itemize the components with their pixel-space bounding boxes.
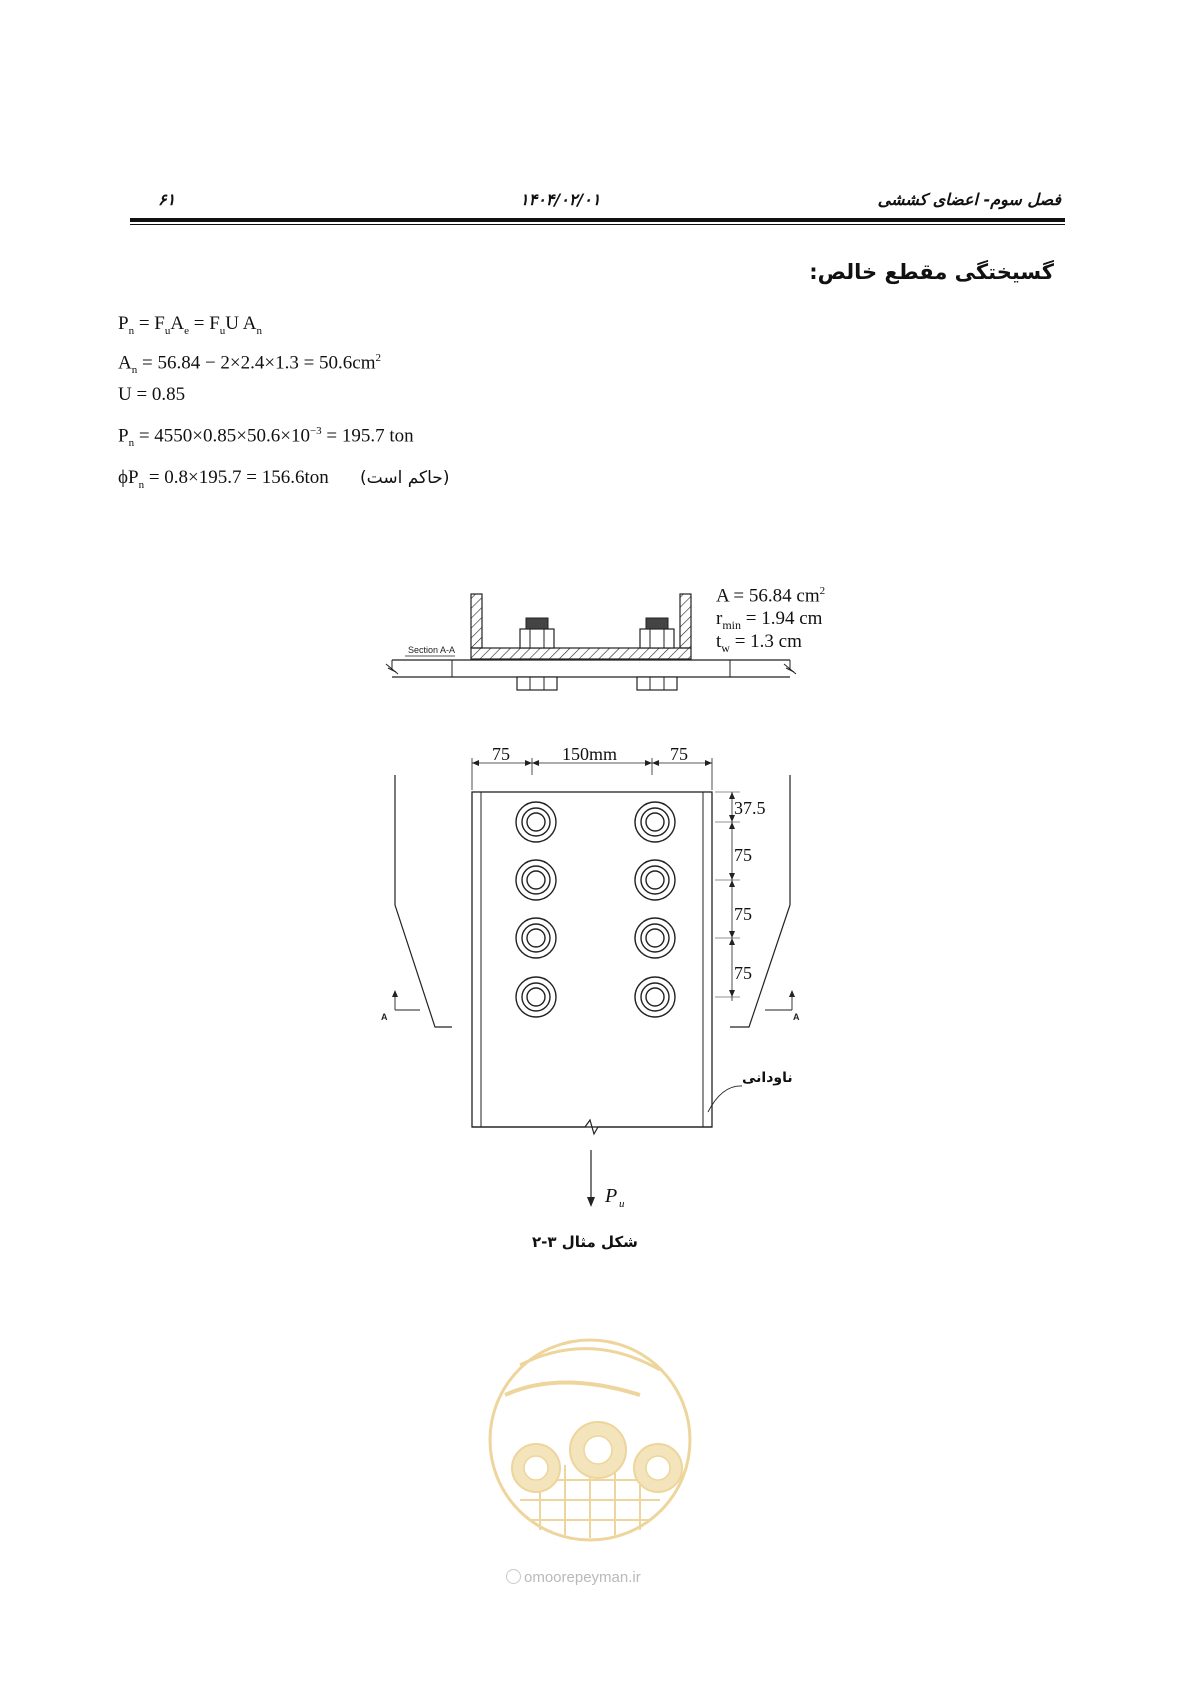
watermark-url-text: omoorepeyman.ir (524, 1569, 641, 1586)
equation-u: U = 0.85 (118, 384, 186, 405)
cut-label-right: A (793, 1012, 800, 1022)
equation-net-area: $A_n = 56.84 - 2\times 2.4\times 1.3 = 50.6cm^2$ (118, 352, 382, 377)
dim-pitch-2: 75 (734, 904, 752, 924)
eq2-text: = 56.84 − 2×2.4×1.3 = 50.6cm (141, 352, 376, 374)
plan-view (381, 744, 800, 1210)
watermark-url (506, 1569, 641, 1586)
equation-pn-formula: $P_n = F_uA_e = F_uU$ $A_n$ (118, 313, 262, 337)
page-number: ۶۱ (158, 190, 176, 209)
prop-tw-sub: w (721, 640, 730, 655)
equation-pn-value: $P_n = 4550\times 0.85\times 50.6\times 10^{-3} = 195.7$ ton (118, 425, 414, 450)
eq1-text: = F (138, 313, 165, 334)
equation-phi-pn: $\phi P_n = 0.8\times 195.7 = 156.6ton$ (118, 467, 329, 491)
watermark-logo (490, 1340, 690, 1540)
eq4-exp: −3 (309, 425, 322, 437)
prop-rmin-r: r (716, 608, 723, 629)
prop-rmin-sub: min (722, 617, 741, 632)
header-date: ۱۴۰۴/۰۲/۰۱ (520, 190, 601, 209)
dim-end-distance: 37.5 (734, 798, 766, 818)
section-label: Section A-A (408, 645, 456, 655)
chapter-title: فصل سوم- اعضای کششی (877, 190, 1061, 209)
dim-pitch-3: 75 (734, 963, 752, 983)
prop-area-exp: 2 (819, 585, 826, 597)
channel-label: ناودانی (742, 1070, 793, 1086)
governs-note: (حاکم است) (360, 468, 450, 488)
figure-caption: شکل مثال ۳-۲ (532, 1233, 638, 1251)
load-label-sub: u (619, 1198, 625, 1210)
dim-pitch-1: 75 (734, 845, 752, 865)
eq4-result: = 195.7 ton (321, 425, 414, 447)
cut-label-left: A (381, 1012, 388, 1022)
eq4-text: = 4550×0.85×50.6×10 (138, 425, 310, 447)
cut-marker-right (765, 990, 800, 1022)
section-a-a (386, 594, 796, 690)
globe-icon (506, 1569, 521, 1584)
bolt-group (516, 802, 675, 1017)
section-heading: گسیختگی مقطع خالص: (809, 260, 1054, 284)
dim-edge-left: 75 (492, 744, 510, 764)
prop-tw-value: = 1.3 cm (729, 631, 802, 652)
prop-area-text: A = 56.84 cm (716, 585, 820, 607)
prop-rmin-value: = 1.94 cm (741, 608, 823, 629)
dim-edge-right: 75 (670, 744, 688, 764)
prop-tw-t: t (716, 631, 722, 652)
dim-gauge: 150mm (562, 744, 618, 764)
load-label: P (605, 1185, 618, 1207)
cut-marker-left (381, 990, 420, 1022)
eq5-text: = 0.8×195.7 = 156.6ton (148, 467, 329, 488)
